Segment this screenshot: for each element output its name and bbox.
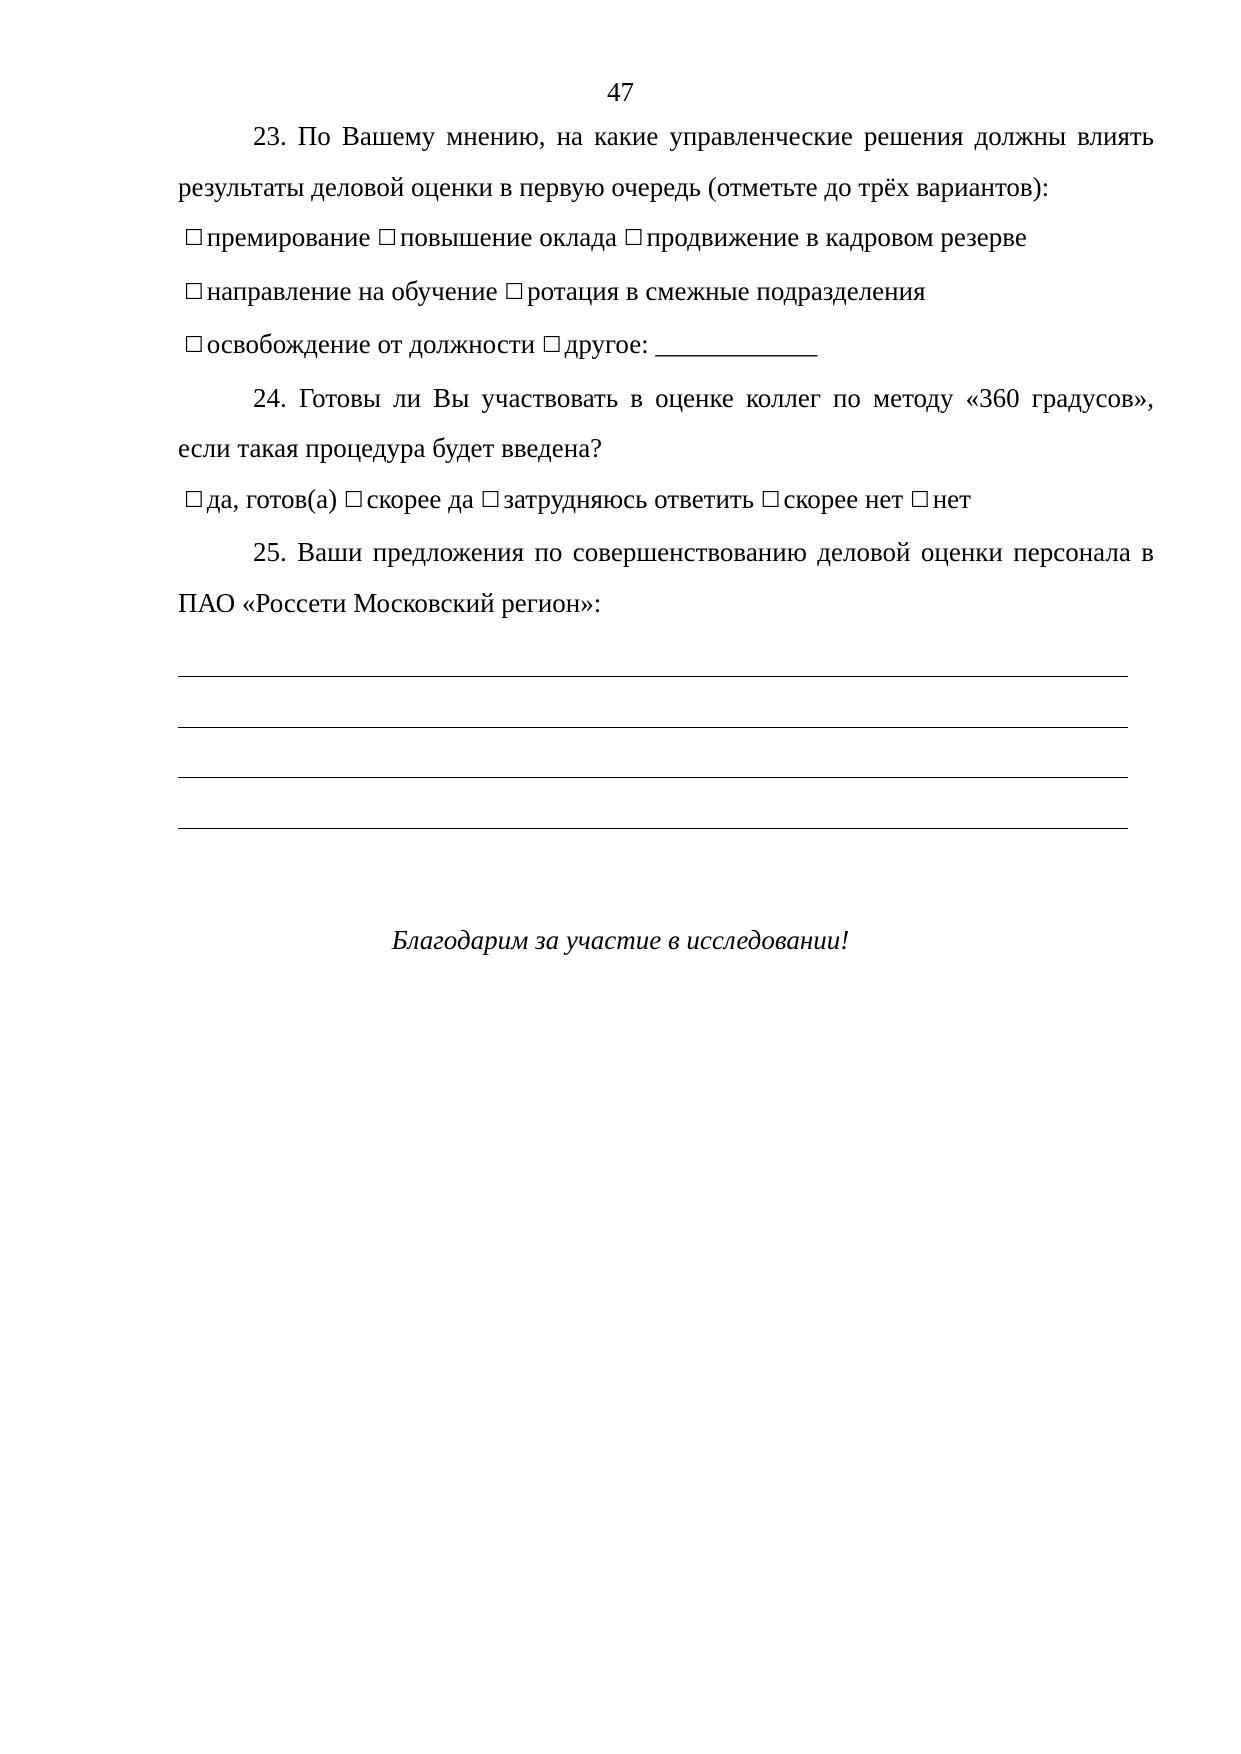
question-23-options-row-2 (178, 266, 1154, 320)
option-yes-ready[interactable] (184, 484, 337, 514)
checkbox-icon[interactable]: ☐ (909, 487, 930, 513)
question-25-text: 25. Ваши предложения по совершенствованию деловой оценки персонала в ПАО «Россети Московский регион»: (178, 537, 1154, 618)
option-training[interactable] (184, 276, 498, 306)
checkbox-icon[interactable]: ☐ (184, 226, 204, 251)
page-number: 47 (607, 77, 634, 107)
option-personnel-reserve[interactable] (624, 222, 1027, 252)
option-other[interactable] (542, 329, 818, 359)
option-bonus[interactable] (184, 222, 370, 252)
answer-lines (178, 628, 1154, 829)
question-24-text: 24. Готовы ли Вы участвовать в оценке коллег по методу «360 градусов», если такая процедура будет введена? (178, 382, 1154, 463)
option-label: премирование (206, 222, 371, 252)
option-dismissal[interactable] (184, 329, 535, 359)
option-label: затрудняюсь ответить (503, 483, 755, 514)
option-label: да, готов(а) (206, 483, 338, 514)
checkbox-icon[interactable]: ☐ (541, 333, 562, 358)
option-salary-increase[interactable] (377, 222, 617, 252)
answer-line-1[interactable] (178, 628, 1128, 677)
question-23-options-row-1 (178, 212, 1154, 266)
checkbox-icon[interactable]: ☐ (377, 226, 397, 251)
option-label: нет (932, 483, 971, 514)
option-rather-no[interactable] (761, 484, 903, 514)
option-label: повышение оклада (399, 222, 617, 252)
checkbox-icon[interactable]: ☐ (343, 487, 364, 513)
checkbox-icon[interactable]: ☐ (504, 279, 525, 305)
closing-thanks: Благодарим за участие в исследовании! (391, 925, 850, 955)
option-no[interactable] (910, 484, 971, 514)
option-label: направление на обучение (206, 275, 498, 306)
option-label: освобождение от должности (206, 329, 536, 359)
answer-line-4[interactable] (178, 780, 1128, 829)
option-label: скорее да (366, 483, 474, 514)
checkbox-icon[interactable]: ☐ (760, 487, 781, 513)
option-hard-to-say[interactable] (481, 484, 754, 514)
checkbox-icon[interactable]: ☐ (480, 487, 501, 513)
option-label: ротация в смежные подразделения (527, 275, 926, 306)
checkbox-icon[interactable]: ☐ (184, 333, 204, 358)
option-label: продвижение в кадровом резерве (646, 222, 1027, 252)
question-23-options-row-3 (178, 319, 1154, 373)
checkbox-icon[interactable]: ☐ (184, 279, 204, 305)
option-rather-yes[interactable] (344, 484, 474, 514)
checkbox-icon[interactable]: ☐ (184, 487, 204, 513)
option-rotation[interactable] (504, 276, 925, 306)
question-24-options-row-1 (178, 474, 1154, 528)
questionnaire (178, 111, 1154, 830)
checkbox-icon[interactable]: ☐ (623, 226, 644, 251)
answer-line-3[interactable] (178, 729, 1128, 778)
question-23-text: 23. По Вашему мнению, на какие управленческие решения должны влиять результаты деловой оценки в первую очередь (отметьте до трёх вариантов): (178, 121, 1154, 202)
option-label: другое: ____________ (564, 329, 818, 359)
option-label: скорее нет (783, 483, 904, 514)
answer-line-2[interactable] (178, 679, 1128, 728)
